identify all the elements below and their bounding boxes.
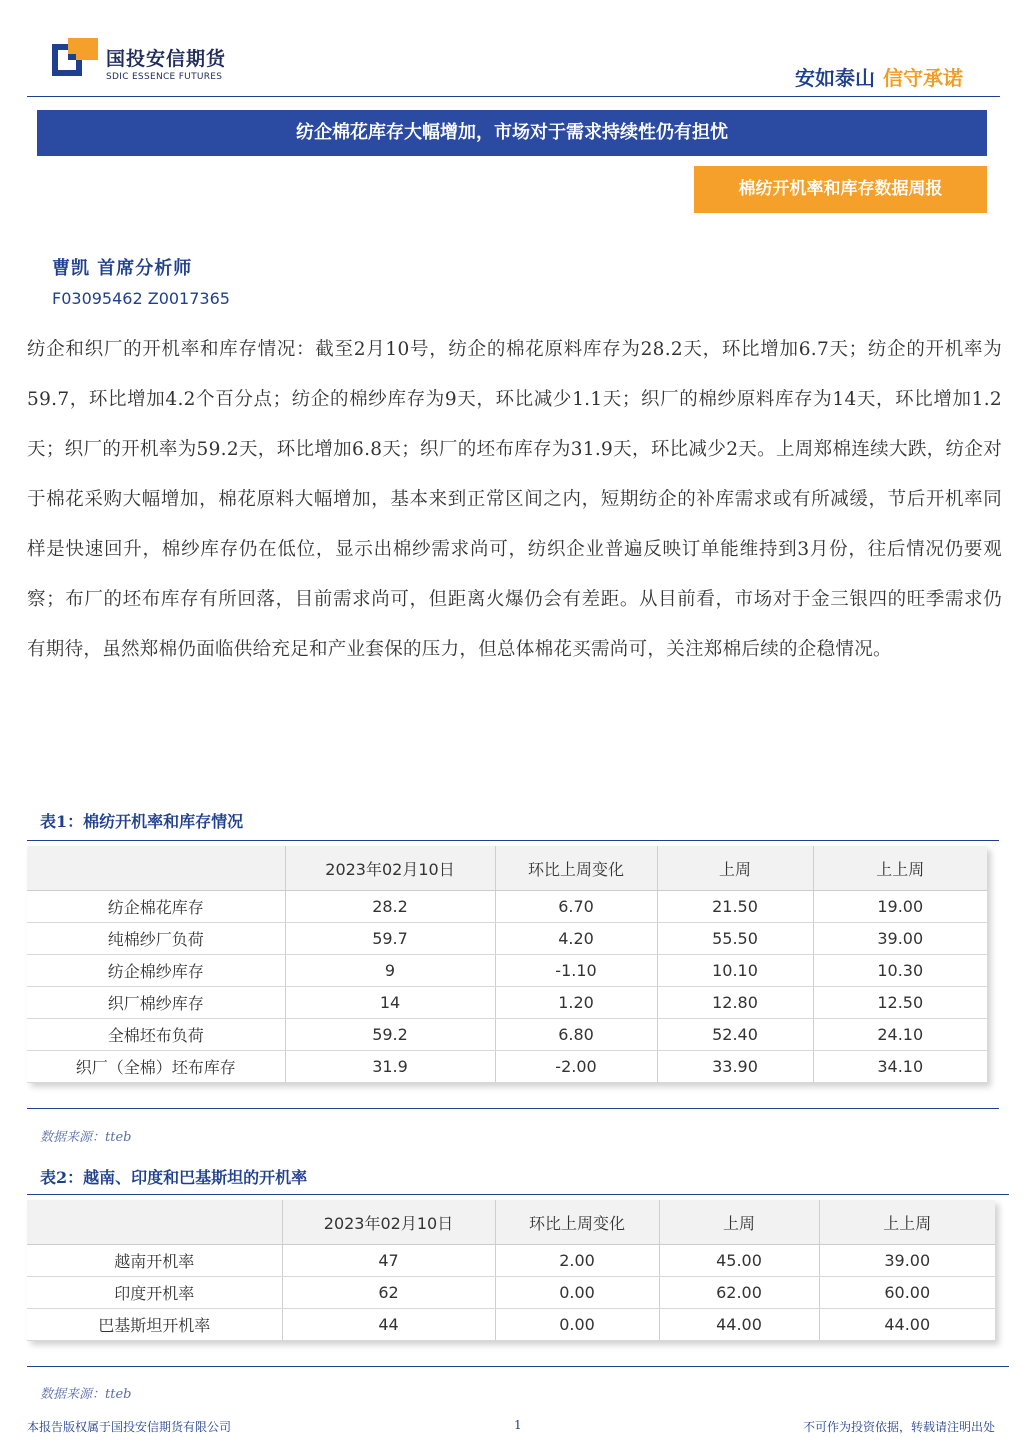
table-row [27,987,987,1019]
table-cell: 越南开机率 [27,1245,282,1277]
table-row [27,1309,995,1341]
logo-text-en: SDIC ESSENCE FUTURES [106,72,223,82]
table-header-cell: 上上周 [813,846,987,891]
table-cell: 印度开机率 [27,1277,282,1309]
table-header-cell: 环比上周变化 [495,846,657,891]
logo-text-cn: 国投安信期货 [106,48,227,70]
table1-bottom-rule [27,1108,999,1109]
table-header-cell: 2023年02月10日 [282,1200,495,1245]
table-cell: 45.00 [659,1245,819,1277]
header-divider [27,96,1000,97]
slogan-part-b: 信守承诺 [883,66,963,90]
table-cell: 52.40 [657,1019,813,1051]
table-cell: 55.50 [657,923,813,955]
table2-bottom-rule [27,1366,1009,1367]
table-header-cell: 上周 [659,1200,819,1245]
table1-top-rule [27,840,999,841]
table-cell: 44.00 [819,1309,995,1341]
table-header-cell: 环比上周变化 [495,1200,659,1245]
table1 [27,846,987,1083]
table-header-cell [27,1200,282,1245]
company-logo-icon [52,38,98,82]
table-cell: 47 [282,1245,495,1277]
table1-source: 数据来源：tteb [40,1130,132,1145]
table-row [27,1019,987,1051]
table-cell: 织厂棉纱库存 [27,987,285,1019]
table-row [27,1051,987,1083]
table1-title: 表1：棉纺开机率和库存情况 [40,812,244,831]
table-row [27,891,987,923]
table-cell: 62 [282,1277,495,1309]
table-cell: 2.00 [495,1245,659,1277]
table-row [27,955,987,987]
table-cell: 6.70 [495,891,657,923]
table-cell: 纺企棉纱库存 [27,955,285,987]
table-cell: 44.00 [659,1309,819,1341]
table-header-cell: 上周 [657,846,813,891]
table-cell: 39.00 [813,923,987,955]
table-cell: 10.30 [813,955,987,987]
page-number: 1 [514,1418,522,1432]
table-cell: 12.50 [813,987,987,1019]
table-row [27,923,987,955]
table-cell: 44 [282,1309,495,1341]
footer-copyright: 本报告版权属于国投安信期货有限公司 [27,1420,232,1434]
table2 [27,1200,995,1341]
table-cell: 纯棉纱厂负荷 [27,923,285,955]
table-cell: 33.90 [657,1051,813,1083]
report-title: 纺企棉花库存大幅增加，市场对于需求持续性仍有担忧 [37,110,987,156]
table2-title: 表2：越南、印度和巴基斯坦的开机率 [40,1168,308,1187]
table-cell: 纺企棉花库存 [27,891,285,923]
table-cell: 59.7 [285,923,495,955]
table-header-cell [27,846,285,891]
table-cell: 0.00 [495,1309,659,1341]
table-cell: 巴基斯坦开机率 [27,1309,282,1341]
table-cell: 62.00 [659,1277,819,1309]
table-row [27,1245,995,1277]
table-cell: -2.00 [495,1051,657,1083]
table-header-cell: 上上周 [819,1200,995,1245]
table2-source: 数据来源：tteb [40,1387,132,1402]
table-cell: 全棉坯布负荷 [27,1019,285,1051]
author-name: 曹凯 首席分析师 [52,258,193,279]
table-cell: 14 [285,987,495,1019]
body-paragraph: 纺企和织厂的开机率和库存情况：截至2月10号，纺企的棉花原料库存为28.2天，环比增加6.7天；纺企的开机率为59.7，环比增加4.2个百分点；纺企的棉纱库存为9天，环比减少1.1天；织厂的棉纱原料库存为14天，环比增加1.2天；织厂的开机率为59.2天，环比增加6.8天；织厂的坯布库存为31.9天，环比减少2天。上周郑棉连续大跌，纺企对于棉花采购大幅增加，棉花原料大幅增加，基本来到正常区间之内，短期纺企的补库需求或有所减缓，节后开机率同样是快速回升，棉纱库存仍在低位，显示出棉纱需求尚可，纺织企业普遍反映订单能维持到3月份，往后情况仍要观察；布厂的坯布库存有所回落，目前需求尚可，但距离火爆仍会有差距。从目前看，市场对于金三银四的旺季需求仍有期待，虽然郑棉仍面临供给充足和产业套保的压力，但总体棉花买需尚可，关注郑棉后续的企稳情况。 [27,339,1002,660]
report-tag: 棉纺开机率和库存数据周报 [694,166,987,213]
table-cell: -1.10 [495,955,657,987]
table-cell: 28.2 [285,891,495,923]
table2-top-rule [27,1194,1009,1195]
table-row [27,1277,995,1309]
table-cell: 60.00 [819,1277,995,1309]
table-cell: 4.20 [495,923,657,955]
table-cell: 21.50 [657,891,813,923]
table1-header-row [27,846,987,891]
table-cell: 10.10 [657,955,813,987]
slogan-part-a: 安如泰山 [795,66,875,90]
table-cell: 34.10 [813,1051,987,1083]
table-cell: 1.20 [495,987,657,1019]
table-header-cell: 2023年02月10日 [285,846,495,891]
table-cell: 19.00 [813,891,987,923]
table2-header-row [27,1200,995,1245]
footer-disclaimer: 不可作为投资依据，转载请注明出处 [802,1420,995,1434]
table-cell: 24.10 [813,1019,987,1051]
table-cell: 9 [285,955,495,987]
table-cell: 39.00 [819,1245,995,1277]
table-cell: 12.80 [657,987,813,1019]
table-cell: 0.00 [495,1277,659,1309]
author-cert: F03095462 Z0017365 [52,289,230,308]
table-cell: 织厂（全棉）坯布库存 [27,1051,285,1083]
table-cell: 6.80 [495,1019,657,1051]
table-cell: 31.9 [285,1051,495,1083]
table-cell: 59.2 [285,1019,495,1051]
slogan [795,62,963,91]
